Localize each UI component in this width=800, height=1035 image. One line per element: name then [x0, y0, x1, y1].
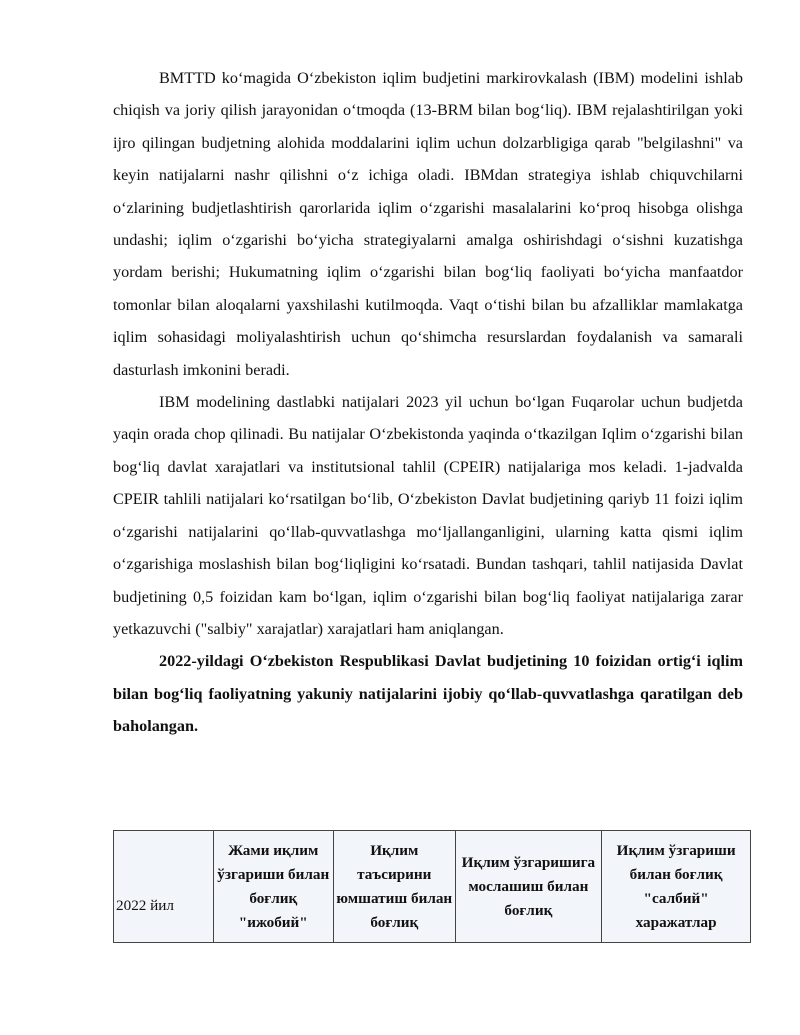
- table-header-negative: Иқлим ўзгариши билан боғлиқ "салбий" харажатлар: [602, 831, 751, 943]
- table-header-mitigation: Иқлим таъсирини юмшатиш билан боғлиқ: [334, 831, 456, 943]
- climate-budget-table: [113, 830, 751, 943]
- table-row: [114, 831, 751, 943]
- paragraph-highlight: 2022-yildagi Oʻzbekiston Respublikasi Davlat budjetining 10 foizidan ortigʻi iqlim bilan bogʻliq faoliyatning yakuniy natijalarini ijobiy qoʻllab-quvvatlashga qaratilgan deb baholangan.: [113, 652, 743, 736]
- paragraph-ibm-model: BMTTD koʻmagida Oʻzbekiston iqlim budjetini markirovkalash (IBM) modelini ishlab chiqish va joriy qilish jarayonidan oʻtmoqda (13-BRM bilan bogʻliq). IBM rejalashtirilgan yoki ijro qilingan budjetning alohida moddalarini iqlim uchun dolzarbligiga qarab "belgilashni" va keyin natijalarni nashr qilishni oʻz ichiga oladi. IBMdan strategiya ishlab chiquvchilarni oʻzlarining budjetlashtirish qarorlarida iqlim oʻzgarishi masalalarini koʻproq hisobga olishga undashi; iqlim oʻzgarishi boʻyicha strategiyalarni amalga oshirishdagi oʻsishni kuzatishga yordam berishi; Hukumatning iqlim oʻzgarishi bilan bogʻliq faoliyati boʻyicha manfaatdor tomonlar bilan aloqalarni yaxshilashi kutilmoqda. Vaqt oʻtishi bilan bu afzalliklar mamlakatga iqlim sohasidagi moliyalashtirish uchun qoʻshimcha resurslardan foydalanish va samarali dasturlash imkonini beradi.: [113, 69, 743, 379]
- paragraph-ibm-results: IBM modelining dastlabki natijalari 2023 yil uchun boʻlgan Fuqarolar uchun budjetda yaqin orada chop qilinadi. Bu natijalar Oʻzbekistonda yaqinda oʻtkazilgan Iqlim oʻzgarishi bilan bogʻliq davlat xarajatlari va institutsional tahlil (CPEIR) natijalariga mos keladi. 1-jadvalda CPEIR tahlili natijalari koʻrsatilgan boʻlib, Oʻzbekiston Davlat budjetining qariyb 11 foizi iqlim oʻzgarishi natijalarini qoʻllab-quvvatlashga moʻljallanganligini, ularning katta qismi iqlim oʻzgarishiga moslashish bilan bogʻliqligini koʻrsatadi. Bundan tashqari, tahlil natijasida Davlat budjetining 0,5 foizidan kam boʻlgan, iqlim oʻzgarishi bilan bogʻliq faoliyat natijalariga zarar yetkazuvchi ("salbiy" xarajatlar) xarajatlari ham aniqlangan.: [113, 393, 743, 638]
- table-cell-year: 2022 йил: [114, 831, 214, 943]
- table-header-adaptation: Иқлим ўзгаришига мослашиш билан боғлиқ: [455, 831, 602, 943]
- table-header-total-positive: Жами иқлим ўзгариши билан боғлиқ "ижобий": [213, 831, 333, 943]
